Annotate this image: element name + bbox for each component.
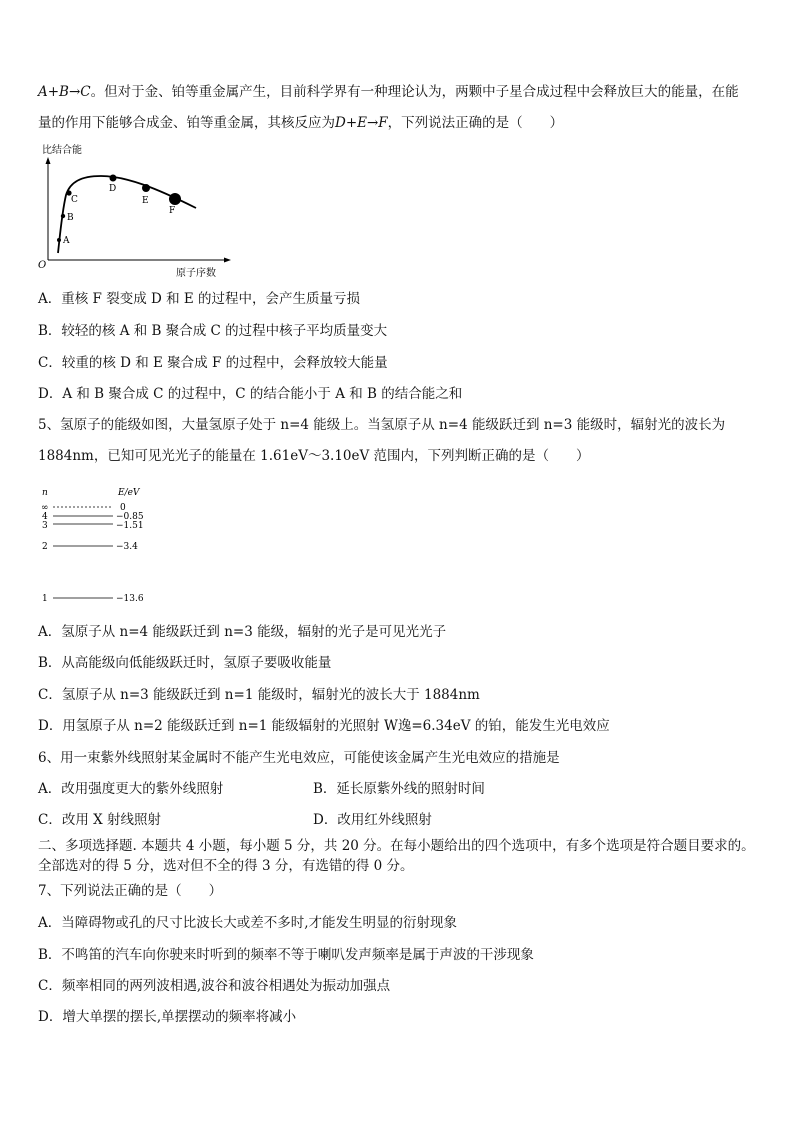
level-4-e: −0.85 bbox=[116, 512, 144, 522]
q7-option-c[interactable]: C．频率相同的两列波相遇,波谷和波谷相遇处为振动加强点 bbox=[38, 978, 391, 994]
chart-xlabel: 原子序数 bbox=[176, 268, 216, 279]
level-4-n: 4 bbox=[42, 512, 48, 522]
section2-line-1: 二、多项选择题. 本题共 4 小题，每小题 5 分，共 20 分。在每小题给出的四个选项中，有多个选项是符合题目要求的。 bbox=[38, 838, 755, 854]
q6-option-c[interactable]: C．改用 X 射线照射 bbox=[38, 812, 162, 828]
level-3-e: −1.51 bbox=[116, 521, 144, 531]
q7-option-a[interactable]: A．当障碍物或孔的尺寸比波长大或差不多时,才能发生明显的衍射现象 bbox=[38, 915, 458, 931]
intro-text-1: 。但对于金、铂等重金属产生，目前科学界有一种理论认为，两颗中子星合成过程中会释放巨大的能量，在能 bbox=[90, 84, 739, 100]
level-inf-e: 0 bbox=[120, 503, 126, 513]
q6-option-b[interactable]: B．延长原紫外线的照射时间 bbox=[313, 781, 485, 797]
point-d bbox=[110, 175, 117, 182]
q6-stem: 6、用一束紫外线照射某金属时不能产生光电效应，可能使该金属产生光电效应的措施是 bbox=[38, 750, 560, 766]
q5-stem-line-1: 5、氢原子的能级如图，大量氢原子处于 n=4 能级上。当氢原子从 n=4 能级跃迁到 n=3 能级时，辐射光的波长为 bbox=[38, 417, 726, 433]
point-b bbox=[61, 214, 65, 218]
y-axis-arrow bbox=[46, 157, 51, 164]
point-f bbox=[169, 193, 181, 205]
point-f-label: F bbox=[169, 206, 176, 216]
q4-option-b[interactable]: B．较轻的核 A 和 B 聚合成 C 的过程中核子平均质量变大 bbox=[38, 323, 388, 339]
q6-option-a[interactable]: A．改用强度更大的紫外线照射 bbox=[38, 781, 224, 797]
q4-option-a[interactable]: A．重核 F 裂变成 D 和 E 的过程中，会产生质量亏损 bbox=[38, 291, 361, 307]
point-a-label: A bbox=[63, 236, 70, 246]
chart-ylabel: 比结合能 bbox=[42, 145, 82, 156]
intro-equation-1: A+B→C bbox=[38, 84, 91, 100]
q4-option-c[interactable]: C．较重的核 D 和 E 聚合成 F 的过程中，会释放较大能量 bbox=[38, 355, 388, 371]
q5-option-d[interactable]: D．用氢原子从 n=2 能级跃迁到 n=1 能级辐射的光照射 W逸=6.34eV 的铂，能发生光电效应 bbox=[38, 718, 610, 734]
diagram-n-label: n bbox=[42, 488, 48, 498]
q5-option-a[interactable]: A．氢原子从 n=4 能级跃迁到 n=3 能级，辐射的光子是可见光光子 bbox=[38, 624, 447, 640]
point-e bbox=[142, 184, 150, 192]
intro-line-1 bbox=[38, 82, 739, 102]
energy-level-diagram bbox=[38, 484, 188, 608]
q7-option-b[interactable]: B．不鸣笛的汽车向你驶来时听到的频率不等于喇叭发声频率是属于声波的干涉现象 bbox=[38, 947, 534, 963]
q7-option-d[interactable]: D．增大单摆的摆长,单摆摆动的频率将减小 bbox=[38, 1009, 297, 1025]
diagram-e-label: E/eV bbox=[118, 488, 140, 498]
level-inf-n: ∞ bbox=[41, 503, 49, 513]
binding-energy-curve bbox=[58, 176, 196, 253]
level-1-n: 1 bbox=[42, 594, 48, 604]
point-e-label: E bbox=[142, 196, 149, 206]
level-3-n: 3 bbox=[42, 521, 48, 531]
q5-stem-line-2: 1884nm，已知可见光光子的能量在 1.61eV～3.10eV 范围内，下列判断正确的是（ ） bbox=[38, 448, 590, 464]
binding-energy-chart bbox=[36, 140, 236, 280]
intro-text-2a: 量的作用下能够合成金、铂等重金属，其核反应为 bbox=[38, 115, 335, 131]
q6-option-d[interactable]: D．改用红外线照射 bbox=[313, 812, 432, 828]
point-c-label: C bbox=[71, 195, 78, 205]
q5-option-b[interactable]: B．从高能级向低能级跃迁时，氢原子要吸收能量 bbox=[38, 655, 332, 671]
point-d-label: D bbox=[109, 184, 117, 194]
level-2-e: −3.4 bbox=[116, 542, 138, 552]
level-1-e: −13.6 bbox=[116, 594, 144, 604]
x-axis-arrow bbox=[224, 258, 231, 263]
point-b-label: B bbox=[67, 213, 74, 223]
point-a bbox=[57, 238, 61, 242]
intro-equation-2: D+E→F bbox=[335, 115, 388, 131]
intro-line-2 bbox=[38, 113, 563, 133]
q5-option-c[interactable]: C．氢原子从 n=3 能级跃迁到 n=1 能级时，辐射光的波长大于 1884nm bbox=[38, 687, 480, 703]
section2-line-2: 全部选对的得 5 分，选对但不全的得 3 分，有选错的得 0 分。 bbox=[38, 858, 414, 874]
level-2-n: 2 bbox=[42, 542, 48, 552]
intro-text-2b: ，下列说法正确的是（ ） bbox=[387, 115, 564, 131]
q4-option-d[interactable]: D．A 和 B 聚合成 C 的过程中，C 的结合能小于 A 和 B 的结合能之和 bbox=[38, 386, 463, 402]
chart-origin: O bbox=[38, 260, 47, 271]
q7-stem: 7、下列说法正确的是（ ） bbox=[38, 883, 223, 899]
